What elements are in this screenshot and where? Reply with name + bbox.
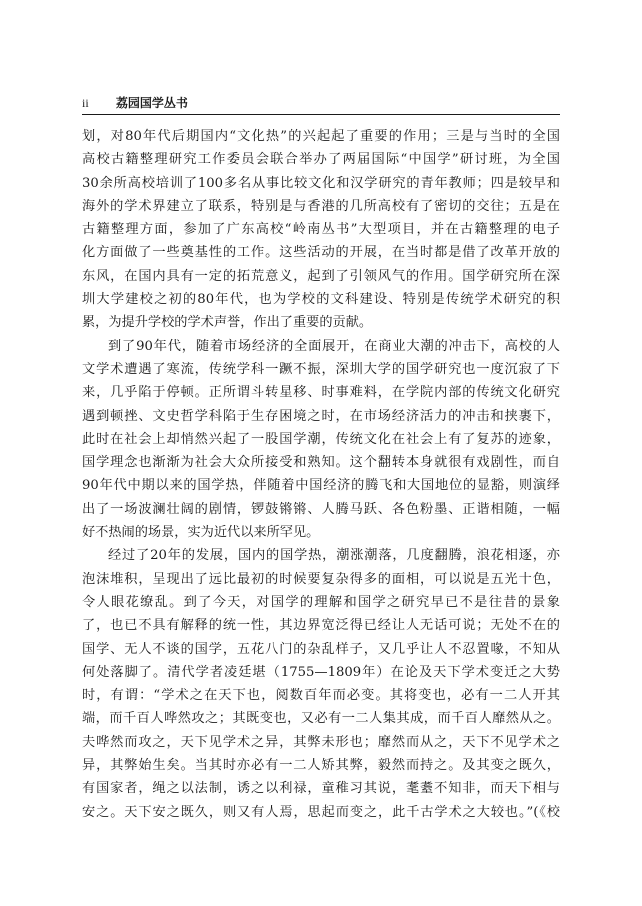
text-line: 安之。天下安之既久，则又有人焉，思起而变之，此千古学术之大较也。”(《校 bbox=[82, 804, 560, 820]
text-line: 来，几乎陷于停顿。正所谓斗转星移、时事难料，在学院内部的传统文化研究 bbox=[82, 385, 560, 401]
text-line: 海外的学术界建立了联系，特别是与香港的几所高校有了密切的交往；五是在 bbox=[82, 198, 560, 214]
paragraph-2 bbox=[82, 335, 560, 545]
text-line: 圳大学建校之初的80年代，也为学校的文科建设、特别是传统学术研究的积 bbox=[82, 292, 560, 308]
text-line: 令人眼花缭乱。到了今天，对国学的理解和国学之研究早已不是往昔的景象 bbox=[82, 594, 560, 610]
text-line: 累，为提升学校的学术声誉，作出了重要的贡献。 bbox=[82, 315, 373, 331]
paragraph-1 bbox=[82, 125, 560, 335]
text-line: 化方面做了一些奠基性的工作。这些活动的开展，在当时都是借了改革开放的 bbox=[82, 245, 560, 261]
text-line: 有国家者，绳之以法制，诱之以利禄，童稚习其说，耄耋不知非，而天下相与 bbox=[82, 781, 560, 797]
text-line: 时，有谓：“学术之在天下也，阅数百年而必变。其将变也，必有一二人开其 bbox=[82, 688, 560, 704]
text-line: 出了一场波澜壮阔的剧情，锣鼓锵锵、人腾马跃、各色粉墨、正谐相随，一幅 bbox=[82, 501, 560, 517]
text-line: 泡沫堆积，呈现出了远比最初的时候要复杂得多的面相，可以说是五光十色， bbox=[82, 571, 560, 587]
text-line: 到了90年代，随着市场经济的全面展开，在商业大潮的冲击下，高校的人 bbox=[108, 338, 560, 354]
text-line: 国学理念也渐渐为社会大众所接受和熟知。这个翻转本身就很有戏剧性，而自 bbox=[82, 455, 560, 471]
text-line: 经过了20年的发展，国内的国学热，潮涨潮落，几度翻腾，浪花相逐，亦 bbox=[108, 548, 560, 564]
text-line: 遇到顿挫、文史哲学科陷于生存困境之时，在市场经济活力的冲击和挟裹下， bbox=[82, 408, 560, 424]
text-line: 划，对80年代后期国内“文化热”的兴起起了重要的作用；三是与当时的全国 bbox=[82, 129, 560, 144]
text-line: 了，也已不具有解释的统一性，其边界宽泛得已经让人无话可说；无处不在的 bbox=[82, 618, 560, 634]
text-line: 端，而千百人哗然攻之；其既变也，又必有一二人集其成，而千百人靡然从之。 bbox=[82, 711, 560, 727]
text-line: 30余所高校培训了100多名从事比较文化和汉学研究的青年教师；四是较早和 bbox=[82, 175, 560, 191]
text-line: 古籍整理方面，参加了广东高校“岭南丛书”大型项目，并在古籍整理的电子 bbox=[82, 222, 560, 238]
text-line: 夫哗然而攻之，天下见学术之异，其弊未形也；靡然而从之，天下不见学术之 bbox=[82, 734, 560, 750]
text-line: 异，其弊始生矣。当其时亦必有一二人矫其弊，毅然而持之。及其变之既久， bbox=[82, 758, 560, 774]
text-line: 文学术遭遇了寒流，传统学科一蹶不振，深圳大学的国学研究也一度沉寂了下 bbox=[82, 361, 560, 377]
body-text bbox=[82, 125, 560, 885]
running-header bbox=[82, 93, 560, 113]
text-line: 国学、无人不谈的国学，五花八门的杂乱样子，又几乎让人不忍置喙，不知从 bbox=[82, 641, 560, 657]
text-line: 90年代中期以来的国学热，伴随着中国经济的腾飞和大国地位的显豁，则演绎 bbox=[82, 478, 560, 494]
page-number: ii bbox=[82, 96, 89, 110]
text-line: 何处落脚了。清代学者凌廷堪（1755—1809年）在论及天下学术变迁之大势 bbox=[82, 664, 560, 680]
header-rule bbox=[82, 114, 560, 115]
text-line: 东风，在国内具有一定的拓荒意义，起到了引领风气的作用。国学研究所在深 bbox=[82, 268, 560, 284]
paragraph-3 bbox=[82, 544, 560, 824]
text-line: 高校古籍整理研究工作委员会联合举办了两届国际“中国学”研讨班，为全国 bbox=[82, 152, 560, 168]
book-title: 荔园国学丛书 bbox=[115, 96, 188, 110]
text-line: 此时在社会上却悄然兴起了一股国学潮，传统文化在社会上有了复苏的迹象， bbox=[82, 431, 560, 447]
text-line: 好不热闹的场景，实为近代以来所罕见。 bbox=[82, 525, 320, 541]
